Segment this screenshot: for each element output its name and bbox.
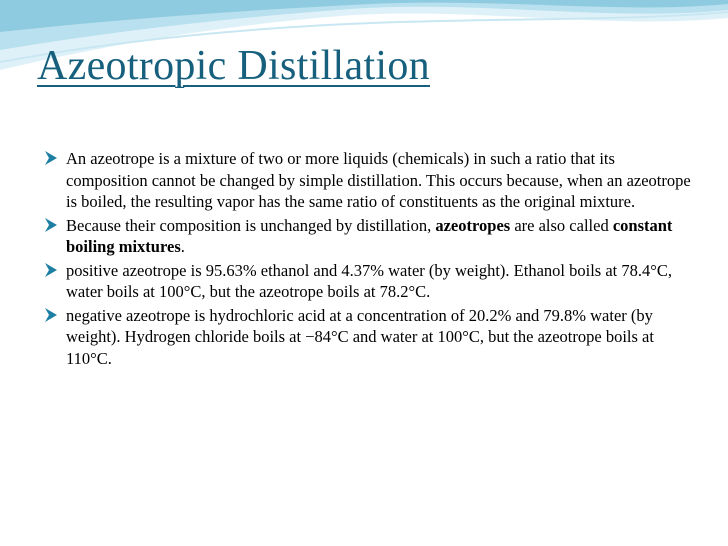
arrow-right-icon <box>44 217 58 233</box>
bold-term: azeotropes <box>435 215 511 235</box>
arrow-right-icon <box>44 307 58 323</box>
bullet-item <box>44 305 694 370</box>
bullet-text: Because their composition is unchanged by distillation, <box>66 215 436 235</box>
bullet-item <box>44 148 694 213</box>
bullet-text: are also called <box>510 215 613 235</box>
bullet-item <box>44 215 694 258</box>
bullet-text: positive azeotrope is 95.63% ethanol and 4.37% water (by weight). Ethanol boils at 78.4°C, water boils at 100°C, but the azeotrope boils at 78.2°C. <box>66 260 672 301</box>
arrow-right-icon <box>44 150 58 166</box>
bold-term: constant boiling mixtures <box>66 215 673 256</box>
bullet-text: An azeotrope is a mixture of two or more liquids (chemicals) in such a ratio that its composition cannot be changed by simple distillation. This occurs because, when an azeotrope is boiled, the resulting vapor has the same ratio of constituents as the original mixture. <box>66 149 691 211</box>
bullet-item <box>44 260 694 303</box>
bullet-text: . <box>180 237 185 256</box>
bullet-list <box>44 148 694 371</box>
bullet-text: negative azeotrope is hydrochloric acid at a concentration of 20.2% and 79.8% water (by weight). Hydrogen chloride boils at −84°C and water at 100°C, but the azeotrope boils at 110°C. <box>66 305 654 368</box>
page-title: Azeotropic Distillation <box>37 43 430 89</box>
arrow-right-icon <box>44 262 58 278</box>
